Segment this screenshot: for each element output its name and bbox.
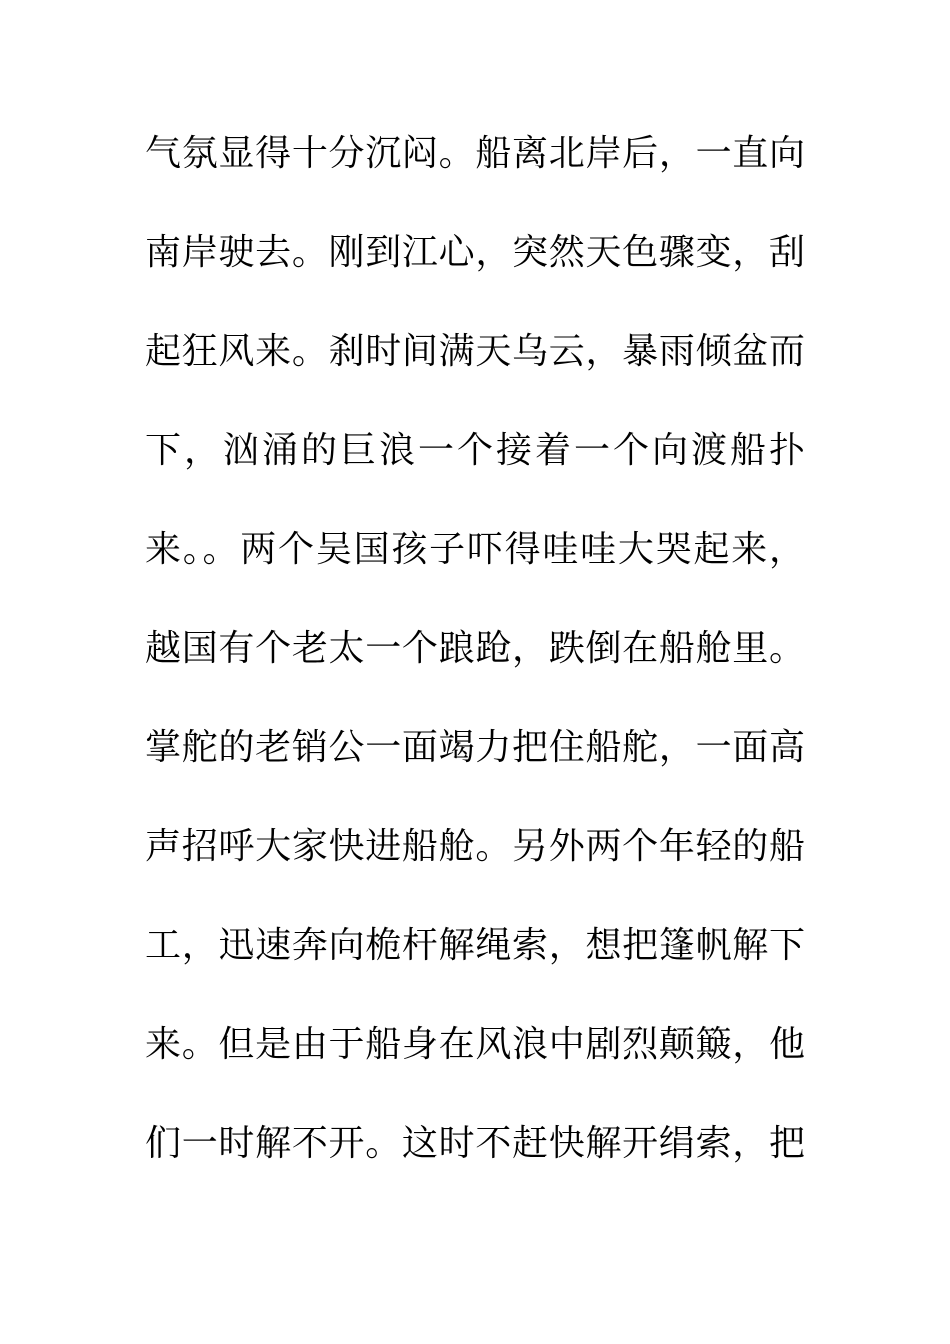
text-line: 声招呼大家快进船舱。另外两个年轻的船 <box>145 826 805 867</box>
text-line: 工，迅速奔向桅杆解绳索，想把篷帆解下 <box>145 925 805 966</box>
text-line: 气氛显得十分沉闷。船离北岸后，一直向 <box>145 133 805 174</box>
text-line: 来。但是由于船身在风浪中剧烈颠簸，他 <box>145 1024 805 1065</box>
text-line: 南岸驶去。刚到江心，突然天色骤变，刮 <box>145 232 805 273</box>
text-line: 起狂风来。刹时间满天乌云，暴雨倾盆而 <box>145 331 805 372</box>
text-line: 越国有个老太一个踉跄，跌倒在船舱里。 <box>145 628 805 669</box>
text-line: 下，汹涌的巨浪一个接着一个向渡船扑 <box>145 430 805 471</box>
text-line: 来。。两个吴国孩子吓得哇哇大哭起来， <box>145 529 805 570</box>
body-text <box>145 128 810 1217</box>
text-line: 们一时解不开。这时不赶快解开绢索，把 <box>145 1123 805 1164</box>
text-line: 掌舵的老销公一面竭力把住船舵，一面高 <box>145 727 805 768</box>
